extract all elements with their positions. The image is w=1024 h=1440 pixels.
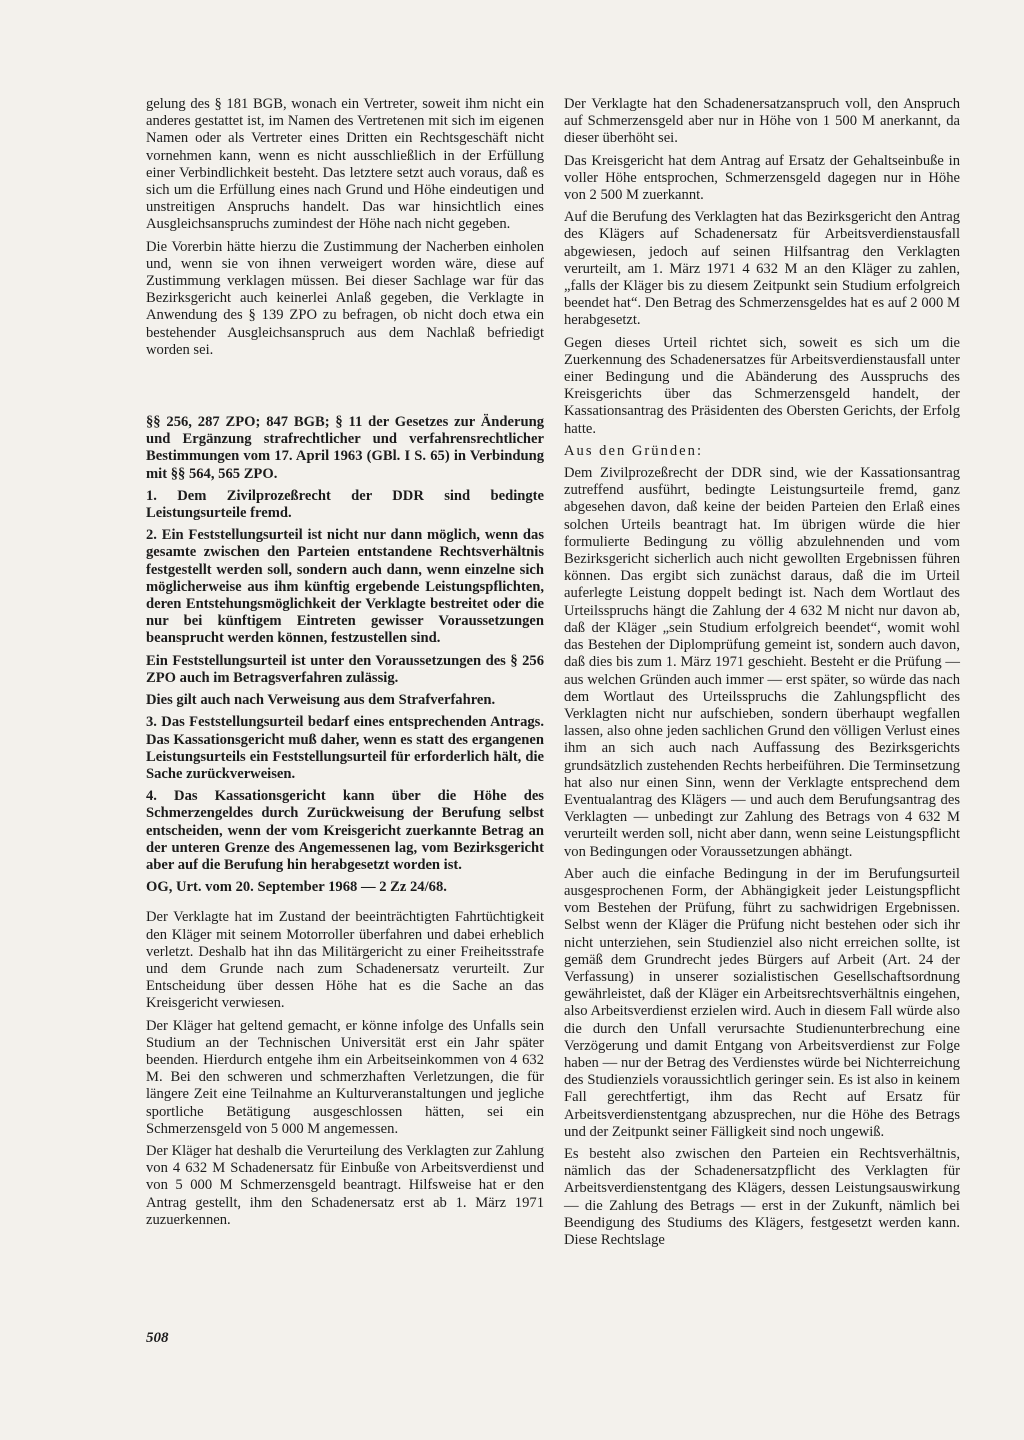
right-paragraph: Der Verklagte hat den Schadenersatzanspruch voll, den Anspruch auf Schmerzensgeld aber nur in Höhe von 1 500 M anerkannt, da dieser überhöht sei. <box>564 96 960 147</box>
thesis: 1. Dem Zivilprozeßrecht der DDR sind bedingte Leistungsurteile fremd. <box>146 487 544 522</box>
right-paragraph: Das Kreisgericht hat dem Antrag auf Ersatz der Gehaltseinbuße in voller Höhe entsprochen, Schmerzensgeld dagegen nur in Höhe von 2 500 M zuerkannt. <box>564 152 960 204</box>
left-paragraph: Der Kläger hat geltend gemacht, er könne infolge des Unfalls sein Studium an der Technischen Universität erst ein Jahr später beenden. Hierdurch entgehe ihm ein Arbeitseinkommen von 4 632 M. Bei den schweren und schmerzhaften Verletzungen, die für längere Zeit eine Teilnahme an Kulturveranstaltungen und jegliche sportliche Betätigung ausgeschlossen hätten, sei ein Schmerzensgeld von 5 000 M angemessen. <box>146 1017 544 1137</box>
thesis: Ein Feststellungsurteil ist unter den Voraussetzungen des § 256 ZPO auch im Betragsverfahren zulässig. <box>146 652 544 686</box>
right-column <box>564 96 960 1254</box>
thesis: 3. Das Feststellungsurteil bedarf eines entsprechenden Antrags. Das Kassationsgericht muß daher, wenn es statt des ergangenen Leistungsurteils ein Feststellungsurteil für erforderlich hält, die Sache zurückverweisen. <box>146 714 544 782</box>
case-citation: OG, Urt. vom 20. September 1968 — 2 Zz 24/68. <box>146 879 447 896</box>
section-heading: §§ 256, 287 ZPO; 847 BGB; § 11 der Gesetzes zur Änderung und Ergänzung strafrechtlicher und verfahrensrechtlicher Bestimmungen vom 17. April 1963 (GBl. I S. 65) in Verbindung mit §§ 564, 565 ZPO. <box>146 414 544 482</box>
right-paragraph: Es besteht also zwischen den Parteien ein Rechtsverhältnis, nämlich das der Schadenersatzpflicht des Verklagten für Arbeitsverdienstentgang des Klägers, dessen Leistungsauswirkung — die Zahlung des Betrags — erst in der Zukunft, nämlich bei Beendigung des Studiums des Klägers, festgesetzt werden kann. Diese Rechtslage <box>564 1145 960 1248</box>
thesis: 2. Ein Feststellungsurteil ist nicht nur dann möglich, wenn das gesamte zwischen den Parteien entstandene Rechtsverhältnis festgestellt werden soll, sondern auch dann, wenn einzelne sich möglicherweise aus ihm künftig ergebende Leistungspflichten, deren Entstehungsmöglichkeit der Verklagte bestreitet oder die nur bei künftigem Eintreten gewisser Voraussetzungen beansprucht werden können, festzustellen sind. <box>146 527 544 647</box>
thesis: Dies gilt auch nach Verweisung aus dem Strafverfahren. <box>146 692 496 709</box>
right-paragraph: Auf die Berufung des Verklagten hat das Bezirksgericht den Antrag des Klägers auf Schadenersatz für Arbeitsverdienstausfall abgewiesen, jedoch auf seinen Hilfsantrag den Verklagten verurteilt, am 1. März 1971 4 632 M an den Kläger zu zahlen, „falls der Kläger bis zu diesem Zeitpunkt sein Studium erfolgreich beendet hat“. Den Betrag des Schmerzensgeldes hat es auf 2 000 M herabgesetzt. <box>564 209 960 329</box>
reasons-heading: Aus den Gründen: <box>564 442 704 459</box>
left-paragraph: Der Verklagte hat im Zustand der beeinträchtigten Fahrtüchtigkeit den Kläger mit seinem Motorroller überfahren und dabei erheblich verletzt. Deshalb hat ihn das Militärgericht zu einer Freiheitsstrafe und dem Grunde nach zum Schadenersatz verurteilt. Zur Entscheidung über dessen Höhe hat es die Sache an das Kreisgericht verwiesen. <box>146 909 544 1012</box>
left-paragraph: Die Vorerbin hätte hierzu die Zustimmung der Nacherben einholen und, wenn sie von ihnen verweigert worden wäre, diese auf Zustimmung verklagen müssen. Bei dieser Sachlage war für das Bezirksgericht auch keinerlei Anlaß gegeben, die Verklagte in Anwendung des § 139 ZPO zu befragen, ob nicht doch etwa ein bestehender Ausgleichsanspruch aus dem Nachlaß befriedigt worden sei. <box>146 238 544 358</box>
page-number: 508 <box>146 1330 169 1346</box>
right-paragraph: Gegen dieses Urteil richtet sich, soweit es sich um die Zuerkennung des Schadenersatzes für Arbeitsverdienstausfall unter einer Bedingung und die Abänderung des Ausspruchs des Kreisgerichts über das Schmerzensgeld handelt, der Kassationsantrag des Präsidenten des Obersten Gerichts, der Erfolg hatte. <box>564 334 960 437</box>
left-column <box>146 96 544 1234</box>
right-paragraph: Aber auch die einfache Bedingung in der im Berufungsurteil ausgesprochenen Form, der Abhängigkeit jeder Leistungspflicht vom Bestehen der Prüfung, führt zu sachwidrigen Ergebnissen. Selbst wenn der Kläger die Prüfung nicht bestehen oder sich ihr nicht unterziehen, sein Studienziel also nicht erreichen sollte, ist gemäß dem Grundrecht jedes Bürgers auf Arbeit (Art. 24 der Verfassung) in unserer sozialistischen Gesellschaftsordnung gewährleistet, daß der Kläger ein Arbeitsrechtsverhältnis eingehen, also Arbeitsverdienst erzielen wird. Auch in diesem Fall würde also die durch den Unfall verursachte Studienunterbrechung eine Verzögerung und damit Entgang von Arbeitsverdienst zur Folge haben — nur der Betrag des Verdienstes würde bei Nichterreichung des Studienziels voraussichtlich geringer sein. Es ist also in keinem Fall gerechtfertigt, ihm das Recht auf Ersatz für Arbeitsverdienstentgang abzusprechen, nur die Höhe des Betrags und der Zeitpunkt seiner Fälligkeit sind noch ungewiß. <box>564 865 960 1140</box>
left-paragraph: gelung des § 181 BGB, wonach ein Vertreter, soweit ihm nicht ein anderes gestattet ist, im Namen des Vertretenen mit sich im eigenen Namen oder als Vertreter eines Dritten ein Rechtsgeschäft nicht vornehmen kann, wenn es nicht ausschließlich in der Erfüllung einer Verbindlichkeit besteht. Das letztere setzt auch voraus, daß es sich um die Erfüllung eines nach Grund und Höhe eindeutigen und unstreitigen Anspruchs handelt. Das war hinsichtlich eines Ausgleichsanspruchs zumindest der Höhe nach nicht gegeben. <box>146 96 544 233</box>
left-paragraph: Der Kläger hat deshalb die Verurteilung des Verklagten zur Zahlung von 4 632 M Schadenersatz für Einbuße von Arbeitsverdienst und von 5 000 M Schmerzensgeld beantragt. Hilfsweise hat er den Antrag gestellt, ihm den Schadenersatz erst ab 1. März 1971 zuzuerkennen. <box>146 1142 544 1228</box>
thesis: 4. Das Kassationsgericht kann über die Höhe des Schmerzengeldes durch Zurückweisung der Berufung selbst entscheiden, wenn der vom Kreisgericht zuerkannte Betrag an der unteren Grenze des Angemessenen lag, vom Bezirksgericht aber auf die Berufung hin herabgesetzt worden ist. <box>146 788 544 873</box>
right-paragraph: Dem Zivilprozeßrecht der DDR sind, wie der Kassationsantrag zutreffend ausführt, bedingte Leistungsurteile fremd, ganz abgesehen davon, daß keine der beiden Parteien den Erlaß eines solchen Urteils beantragt hat. Im übrigen würde die hier formulierte Bedingung zu völlig abzulehnenden und vom Bezirksgericht sicherlich auch nicht gewollten Ergebnissen führen können. Das ergibt sich zunächst daraus, daß die im Urteil auferlegte Leistung doppelt bedingt ist. Nach dem Wortlaut des Urteilsspruchs hängt die Zahlung der 4 632 M nicht nur davon ab, daß der Kläger „sein Studium erfolgreich beendet“, womit wohl das Bestehen der Diplomprüfung gemeint ist, sondern auch davon, daß dies bis zum 1. März 1971 geschieht. Besteht er die Prüfung — aus welchen Gründen auch immer — erst später, so würde das nach dem Wortlaut des Urteilsspruchs die Zahlungspflicht des Verklagten nicht nur aufschieben, sondern überhaupt wegfallen lassen, also ohne jeden sachlichen Grund den völligen Verlust eines ihm an sich auch nach Auffassung des Bezirksgerichts grundsätzlich zustehenden Rechts herbeiführen. Die Terminsetzung hat also nur einen Sinn, wenn der Verklagte entsprechend dem Eventualantrag des Klägers — und auch dem Berufungsantrag des Verklagten — unbedingt zur Zahlung des Betrags von 4 632 M verurteilt werden soll, nicht aber dann, wenn seine Leistungspflicht von Bedingungen oder Voraussetzungen abhängt. <box>564 465 960 860</box>
